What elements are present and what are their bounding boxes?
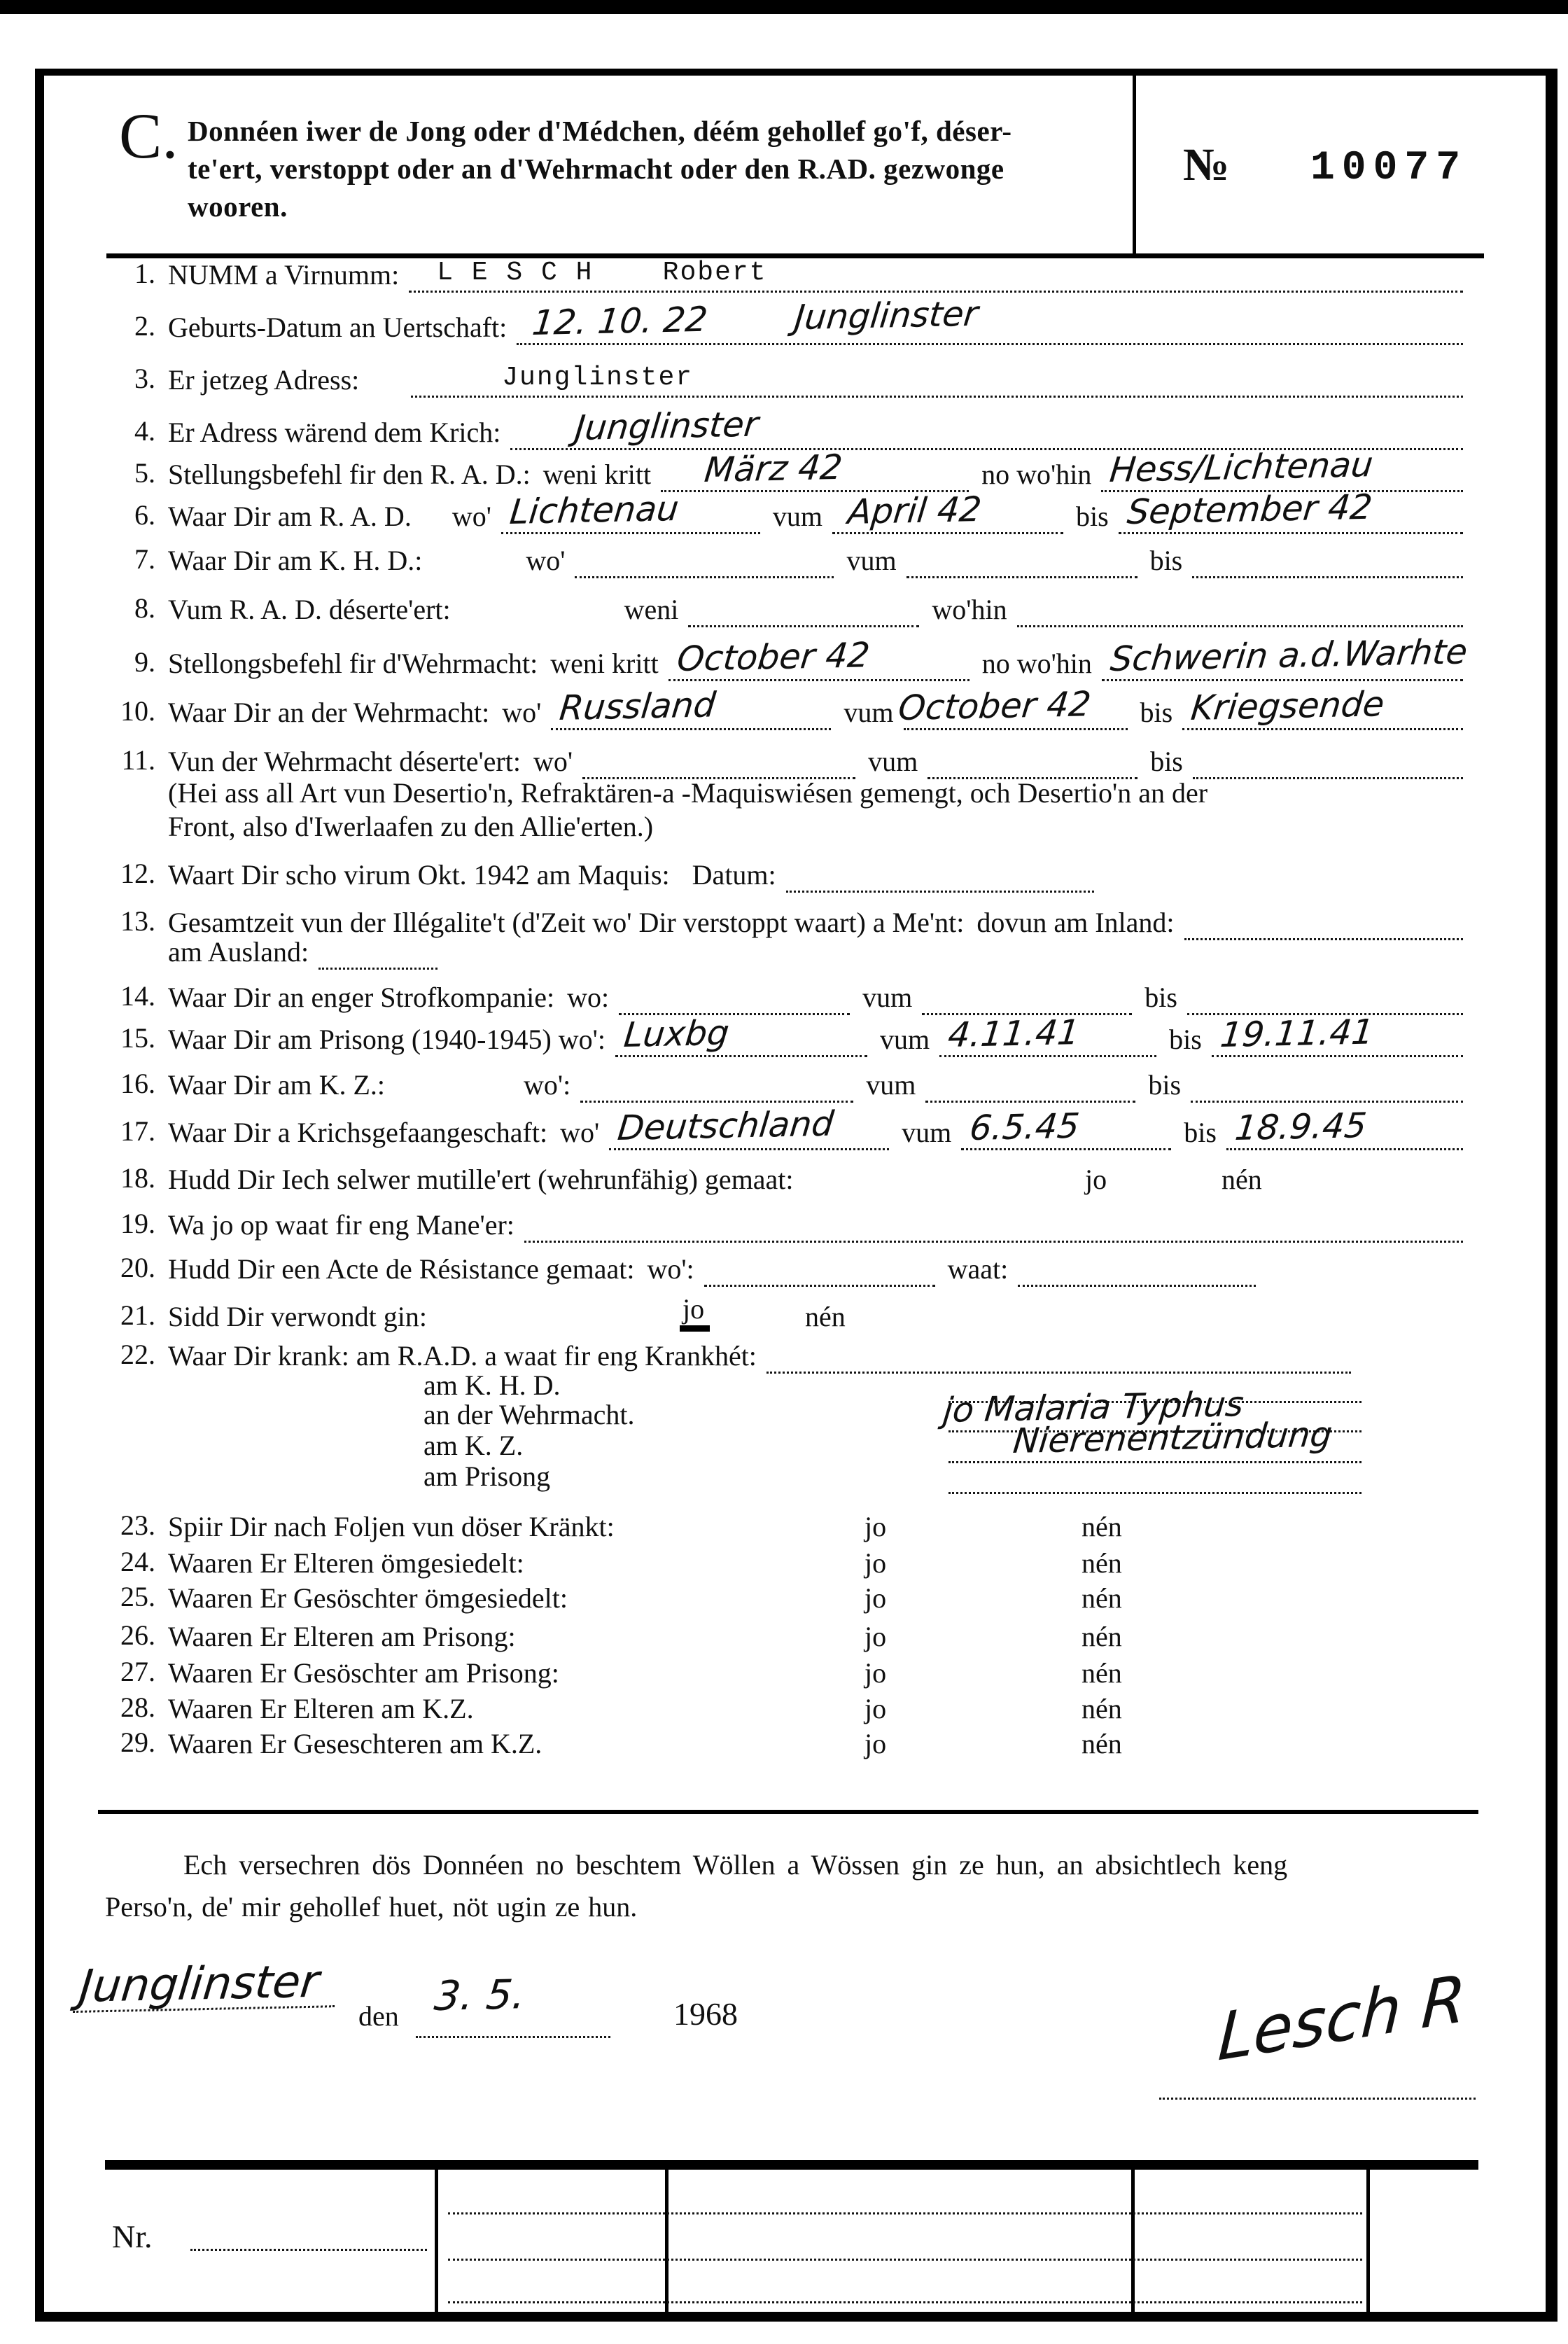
fill-in-line bbox=[318, 927, 438, 970]
nr-label: Nr. bbox=[112, 2219, 153, 2254]
fill-in-line bbox=[580, 1060, 853, 1103]
item-row bbox=[105, 252, 1463, 293]
fill-in-line bbox=[939, 1014, 1156, 1057]
item-label: waat: bbox=[947, 1253, 1009, 1285]
fill-in-line bbox=[1119, 487, 1463, 534]
fill-in-line bbox=[704, 1244, 935, 1287]
item-row bbox=[105, 1453, 1463, 1494]
fill-in-line bbox=[1212, 1014, 1463, 1057]
item-label: Er Adress wärend dem Krich: bbox=[168, 417, 501, 448]
handwritten-answer: October 42 bbox=[675, 635, 872, 679]
handwritten-answer: 18.9.45 bbox=[1233, 1105, 1368, 1148]
item-label: vum bbox=[844, 697, 894, 728]
item-label: vum bbox=[862, 982, 913, 1013]
item-label: no wo'hin bbox=[981, 648, 1092, 679]
fill-in-line bbox=[925, 1060, 1135, 1103]
item-number: 27. bbox=[120, 1656, 155, 1687]
jo-option-label: jo bbox=[864, 1511, 887, 1542]
item-label: Waaren Er Gesöschter am Prisong: bbox=[168, 1657, 559, 1689]
item-row bbox=[105, 804, 1463, 844]
footer-table-column-divider bbox=[435, 2170, 438, 2316]
item-label: Vum R. A. D. déserte'ert: bbox=[168, 594, 451, 625]
item-label: Waar Dir am K. Z.: bbox=[168, 1069, 385, 1101]
item-label: bis bbox=[1149, 545, 1183, 576]
den-label: den bbox=[358, 2000, 399, 2032]
fill-in-line bbox=[1226, 1105, 1463, 1150]
handwritten-answer: Junglinster bbox=[573, 404, 761, 448]
item-number: 18. bbox=[120, 1162, 155, 1194]
item-row bbox=[105, 587, 1463, 627]
item-label: am Prisong bbox=[424, 1460, 551, 1492]
item-number: 8. bbox=[134, 592, 155, 624]
item-row bbox=[105, 1012, 1463, 1057]
item-label: Sidd Dir verwondt gin: bbox=[168, 1301, 427, 1332]
handwritten-answer: Kriegsende bbox=[1189, 684, 1387, 728]
handwritten-answer: 4.11.41 bbox=[946, 1012, 1082, 1055]
fill-in-line bbox=[1191, 1060, 1463, 1103]
fill-in-line bbox=[609, 1103, 889, 1150]
fill-in-line bbox=[1017, 585, 1463, 627]
item-number: 26. bbox=[120, 1619, 155, 1651]
fill-in-line bbox=[619, 972, 850, 1015]
item-row bbox=[105, 538, 1463, 578]
nr-dotted-line bbox=[190, 2249, 427, 2251]
fill-in-line bbox=[1101, 445, 1463, 492]
header-line-1: Donnéen iwer de Jong oder d'Médchen, déém gehollef go'f, déser- bbox=[188, 115, 1012, 147]
fill-in-line bbox=[1102, 632, 1469, 681]
item-label: Waart Dir scho virum Okt. 1942 am Maquis: bbox=[168, 859, 670, 891]
item-row bbox=[105, 852, 1463, 893]
item-number: 10. bbox=[120, 695, 155, 727]
item-number: 28. bbox=[120, 1691, 155, 1723]
nen-option-label: nén bbox=[1082, 1621, 1122, 1652]
fill-in-line bbox=[668, 635, 969, 681]
item-number: 11. bbox=[121, 744, 155, 776]
item-label: weni kritt bbox=[550, 648, 659, 679]
item-label: weni kritt bbox=[542, 459, 652, 490]
fill-in-line bbox=[1192, 536, 1463, 578]
handwritten-answer: Nierenentzündung bbox=[1011, 1414, 1334, 1461]
jo-option-label: jo bbox=[1085, 1164, 1107, 1195]
item-row bbox=[105, 1614, 1463, 1654]
footer-table-dotted-row bbox=[448, 2301, 1362, 2303]
item-label: bis bbox=[1144, 982, 1177, 1013]
item-number: 23. bbox=[120, 1509, 155, 1541]
item-row bbox=[105, 684, 1463, 730]
jo-option-label: jo bbox=[864, 1621, 887, 1652]
jo-option-label: jo bbox=[864, 1693, 887, 1724]
item-label: Vun der Wehrmacht déserte'ert: bbox=[168, 746, 521, 777]
jo-option-label: jo bbox=[864, 1728, 887, 1759]
handwritten-answer: Hess/Lichtenau bbox=[1107, 445, 1376, 490]
number-symbol: № bbox=[1183, 139, 1230, 190]
item-number: 24. bbox=[120, 1546, 155, 1577]
handwritten-answer: Schwerin a.d.Warhte bbox=[1108, 632, 1469, 679]
item-row bbox=[105, 1575, 1463, 1616]
handwritten-answer: 6.5.45 bbox=[967, 1105, 1082, 1148]
nen-option-label: nén bbox=[1082, 1693, 1122, 1724]
handwritten-answer: September 42 bbox=[1125, 487, 1374, 532]
item-label: Stellungsbefehl fir den R. A. D.: bbox=[168, 459, 531, 490]
fill-in-line bbox=[661, 449, 969, 492]
handwritten-answer: Deutschland bbox=[615, 1103, 836, 1148]
fill-in-line bbox=[688, 585, 919, 627]
footer-table bbox=[105, 2160, 1478, 2316]
nen-option-label: nén bbox=[1082, 1657, 1122, 1689]
fill-in-line bbox=[832, 491, 1063, 534]
item-number: 16. bbox=[120, 1068, 155, 1099]
item-number: 12. bbox=[120, 858, 155, 889]
item-label: bis bbox=[1184, 1117, 1217, 1148]
item-label: vum bbox=[902, 1117, 952, 1148]
fill-in-line bbox=[896, 684, 1128, 730]
item-label: Front, also d'Iwerlaafen zu den Allie'erten.) bbox=[168, 811, 654, 842]
year-label: 1968 bbox=[673, 1996, 738, 2032]
item-label: vum bbox=[879, 1024, 930, 1055]
item-label: Waar Dir am K. H. D.: bbox=[168, 545, 423, 576]
item-label: Stellongsbefehl fir d'Wehrmacht: bbox=[168, 648, 538, 679]
jo-option-label: jo bbox=[864, 1657, 887, 1689]
item-label: am K. Z. bbox=[424, 1430, 524, 1461]
jo-option-label: jo bbox=[680, 1295, 710, 1332]
nen-option-label: nén bbox=[1082, 1511, 1122, 1542]
fill-in-line bbox=[1187, 972, 1463, 1015]
item-row bbox=[105, 487, 1463, 534]
footer-table-column-divider bbox=[665, 2170, 668, 2316]
footer-table-column-divider bbox=[1366, 2170, 1370, 2316]
item-label: Gesamtzeit vun der Illégalite't (d'Zeit wo' Dir verstoppt waart) a Me'nt: bbox=[168, 907, 965, 938]
item-label: vum bbox=[868, 746, 918, 777]
item-label: Waar Dir am Prisong (1940-1945) wo': bbox=[168, 1024, 606, 1055]
item-label: Wa jo op waat fir eng Mane'er: bbox=[168, 1209, 514, 1241]
item-label: Waaren Er Elteren am Prisong: bbox=[168, 1621, 516, 1652]
item-row bbox=[105, 293, 1463, 345]
item-number bbox=[105, 967, 155, 970]
item-label: Hudd Dir een Acte de Résistance gemaat: bbox=[168, 1253, 635, 1285]
fill-in-line bbox=[615, 1014, 867, 1057]
handwritten-answer: Lichtenau bbox=[507, 488, 681, 532]
handwritten-answer: 19.11.41 bbox=[1218, 1012, 1376, 1055]
fill-in-line bbox=[551, 685, 831, 730]
item-row bbox=[105, 1062, 1463, 1103]
item-number: 5. bbox=[134, 457, 155, 489]
fill-in-line bbox=[906, 536, 1138, 578]
item-label: Datum: bbox=[692, 859, 776, 891]
fill-in-line bbox=[524, 1200, 1463, 1243]
nen-option-label: nén bbox=[1082, 1582, 1122, 1614]
item-label: Hudd Dir Iech selwer mutille'ert (wehrunfähig) gemaat: bbox=[168, 1164, 794, 1195]
item-label: am Ausland: bbox=[168, 936, 309, 968]
item-number: 6. bbox=[134, 499, 155, 531]
item-row bbox=[105, 1504, 1463, 1544]
item-row bbox=[105, 929, 1463, 970]
place-handwriting: Junglinster bbox=[73, 1959, 340, 2013]
item-label: Er jetzeg Adress: bbox=[168, 364, 360, 396]
declaration-line-1: Ech versechren dös Donnéen no beschtem Wöllen a Wössen gin ze hun, an absichtlech keng bbox=[183, 1849, 1288, 1881]
item-label: dovun am Inland: bbox=[976, 907, 1175, 938]
handwritten-answer: 12. 10. 22 Junglinster bbox=[530, 293, 981, 343]
signature-handwriting: Lesch R bbox=[1216, 1960, 1468, 2077]
item-number bbox=[105, 1491, 155, 1494]
item-label: (Hei ass all Art vun Desertio'n, Refraktären-a -Maquiswiésen gemengt, och Desertio'n an der bbox=[168, 777, 1208, 809]
signature-dotted-line bbox=[1159, 2098, 1476, 2100]
item-number: 29. bbox=[120, 1726, 155, 1758]
item-label: Waar Dir an enger Strofkompanie: bbox=[168, 982, 555, 1013]
header-divider-line bbox=[1133, 74, 1136, 258]
item-row bbox=[105, 1202, 1463, 1243]
fill-in-line bbox=[575, 536, 834, 578]
item-row bbox=[105, 404, 1463, 450]
item-label: an der Wehrmacht. bbox=[424, 1399, 635, 1430]
item-number: 21. bbox=[120, 1299, 155, 1331]
item-label: bis bbox=[1150, 746, 1183, 777]
item-row bbox=[105, 445, 1463, 492]
fill-in-line bbox=[1018, 1244, 1256, 1287]
fill-in-line bbox=[786, 850, 1094, 893]
item-label: vum bbox=[772, 501, 823, 532]
item-number: 15. bbox=[120, 1022, 155, 1054]
item-label: bis bbox=[1148, 1069, 1182, 1101]
item-number bbox=[105, 842, 155, 844]
item-number: 22. bbox=[120, 1339, 155, 1370]
fill-in-line bbox=[961, 1105, 1171, 1150]
item-row bbox=[105, 357, 1463, 398]
nen-option-label: nén bbox=[805, 1301, 846, 1332]
form-number-value: 10077 bbox=[1310, 146, 1468, 191]
item-number: 25. bbox=[120, 1581, 155, 1612]
item-label: wo' bbox=[451, 501, 491, 532]
item-label: weni bbox=[624, 594, 679, 625]
fill-in-line bbox=[1182, 684, 1463, 730]
nen-option-label: nén bbox=[1222, 1164, 1262, 1195]
item-row bbox=[105, 1721, 1463, 1762]
item-row bbox=[105, 1246, 1463, 1287]
fill-in-line bbox=[922, 972, 1132, 1015]
item-label: NUMM a Virnumm: bbox=[168, 259, 400, 291]
item-label: Spiir Dir nach Foljen vun döser Kränkt: bbox=[168, 1511, 615, 1542]
fill-in-line bbox=[948, 1460, 1362, 1494]
fill-in-line bbox=[409, 250, 1463, 293]
item-label: Waaren Er Elteren am K.Z. bbox=[168, 1693, 474, 1724]
item-label: Waaren Er Elteren ömgesiedelt: bbox=[168, 1547, 524, 1579]
handwritten-answer: April 42 bbox=[846, 489, 983, 532]
date-handwriting: 3. 5. bbox=[432, 1970, 528, 2020]
item-number: 20. bbox=[120, 1252, 155, 1283]
typed-answer: Junglinster bbox=[502, 363, 694, 393]
header-text bbox=[188, 112, 1119, 225]
item-number: 14. bbox=[120, 980, 155, 1012]
header-line-2: te'ert, verstoppt oder an d'Wehrmacht oder den R.AD. gezwonge bbox=[188, 153, 1004, 186]
item-row bbox=[105, 1294, 1463, 1334]
item-number: 17. bbox=[120, 1115, 155, 1147]
handwritten-answer: Russland bbox=[557, 685, 718, 728]
item-number: 13. bbox=[120, 905, 155, 937]
item-row bbox=[105, 975, 1463, 1015]
fill-in-line bbox=[510, 404, 1463, 450]
item-number: 9. bbox=[134, 646, 155, 678]
handwritten-answer: Luxbg bbox=[622, 1012, 732, 1055]
item-label: wo': bbox=[647, 1253, 694, 1285]
nen-option-label: nén bbox=[1082, 1547, 1122, 1579]
item-number: 1. bbox=[134, 258, 155, 289]
jo-option-label: jo bbox=[864, 1582, 887, 1614]
item-label: no wo'hin bbox=[981, 459, 1092, 490]
item-label: Waar Dir krank: am R.A.D. a waat fir eng Krankhét: bbox=[168, 1340, 757, 1372]
nen-option-label: nén bbox=[1082, 1728, 1122, 1759]
item-number: 3. bbox=[134, 363, 155, 394]
item-label: wo' bbox=[526, 545, 566, 576]
handwritten-answer: jo Malaria Typhus bbox=[941, 1384, 1246, 1430]
item-label: Waar Dir an der Wehrmacht: bbox=[168, 697, 490, 728]
footer-table-column-divider bbox=[1131, 2170, 1135, 2316]
item-label: Waar Dir a Krichsgefaangeschaft: bbox=[168, 1117, 548, 1148]
typed-answer: L E S C H Robert bbox=[437, 258, 767, 288]
fill-in-line bbox=[501, 488, 760, 534]
fill-in-line bbox=[411, 355, 1463, 398]
item-row bbox=[105, 1650, 1463, 1691]
section-letter: C. bbox=[119, 100, 178, 172]
item-label: wo' bbox=[560, 1117, 600, 1148]
header-line-3: wooren. bbox=[188, 190, 288, 223]
declaration-line-2: Perso'n, de' mir gehollef huet, nöt ugin ze hun. bbox=[105, 1891, 638, 1923]
item-label: wo: bbox=[567, 982, 610, 1013]
date-dotted-line bbox=[416, 2036, 610, 2038]
item-label: Waar Dir am R. A. D. bbox=[168, 501, 412, 532]
fill-in-line bbox=[517, 293, 1463, 345]
item-label: wo'hin bbox=[932, 594, 1007, 625]
declaration-rule bbox=[98, 1810, 1478, 1814]
item-label: wo': bbox=[524, 1069, 571, 1101]
item-number: 19. bbox=[120, 1208, 155, 1239]
item-label: am K. H. D. bbox=[424, 1369, 561, 1401]
item-row bbox=[105, 632, 1469, 681]
jo-option-label: jo bbox=[864, 1547, 887, 1579]
item-label: Waaren Er Gesöschter ömgesiedelt: bbox=[168, 1582, 568, 1614]
item-number: 7. bbox=[134, 543, 155, 575]
item-label: bis bbox=[1140, 697, 1173, 728]
item-label: bis bbox=[1169, 1024, 1202, 1055]
item-label: Waaren Er Geseschteren am K.Z. bbox=[168, 1728, 542, 1759]
footer-table-dotted-row bbox=[448, 2259, 1362, 2261]
footer-table-dotted-row bbox=[448, 2212, 1362, 2214]
item-label: Geburts-Datum an Uertschaft: bbox=[168, 312, 507, 343]
item-label: vum bbox=[846, 545, 897, 576]
handwritten-answer: März 42 bbox=[702, 447, 845, 490]
item-row bbox=[105, 1103, 1463, 1150]
item-label: vum bbox=[866, 1069, 916, 1101]
item-label: wo' bbox=[533, 746, 573, 777]
item-number: 2. bbox=[134, 310, 155, 342]
item-number: 4. bbox=[134, 415, 155, 447]
scan-top-strip bbox=[0, 0, 1568, 14]
declaration-paragraph bbox=[105, 1844, 1470, 1928]
item-label: wo' bbox=[502, 697, 542, 728]
handwritten-answer: October 42 bbox=[896, 684, 1093, 728]
item-row bbox=[105, 1157, 1463, 1197]
item-label: bis bbox=[1076, 501, 1109, 532]
